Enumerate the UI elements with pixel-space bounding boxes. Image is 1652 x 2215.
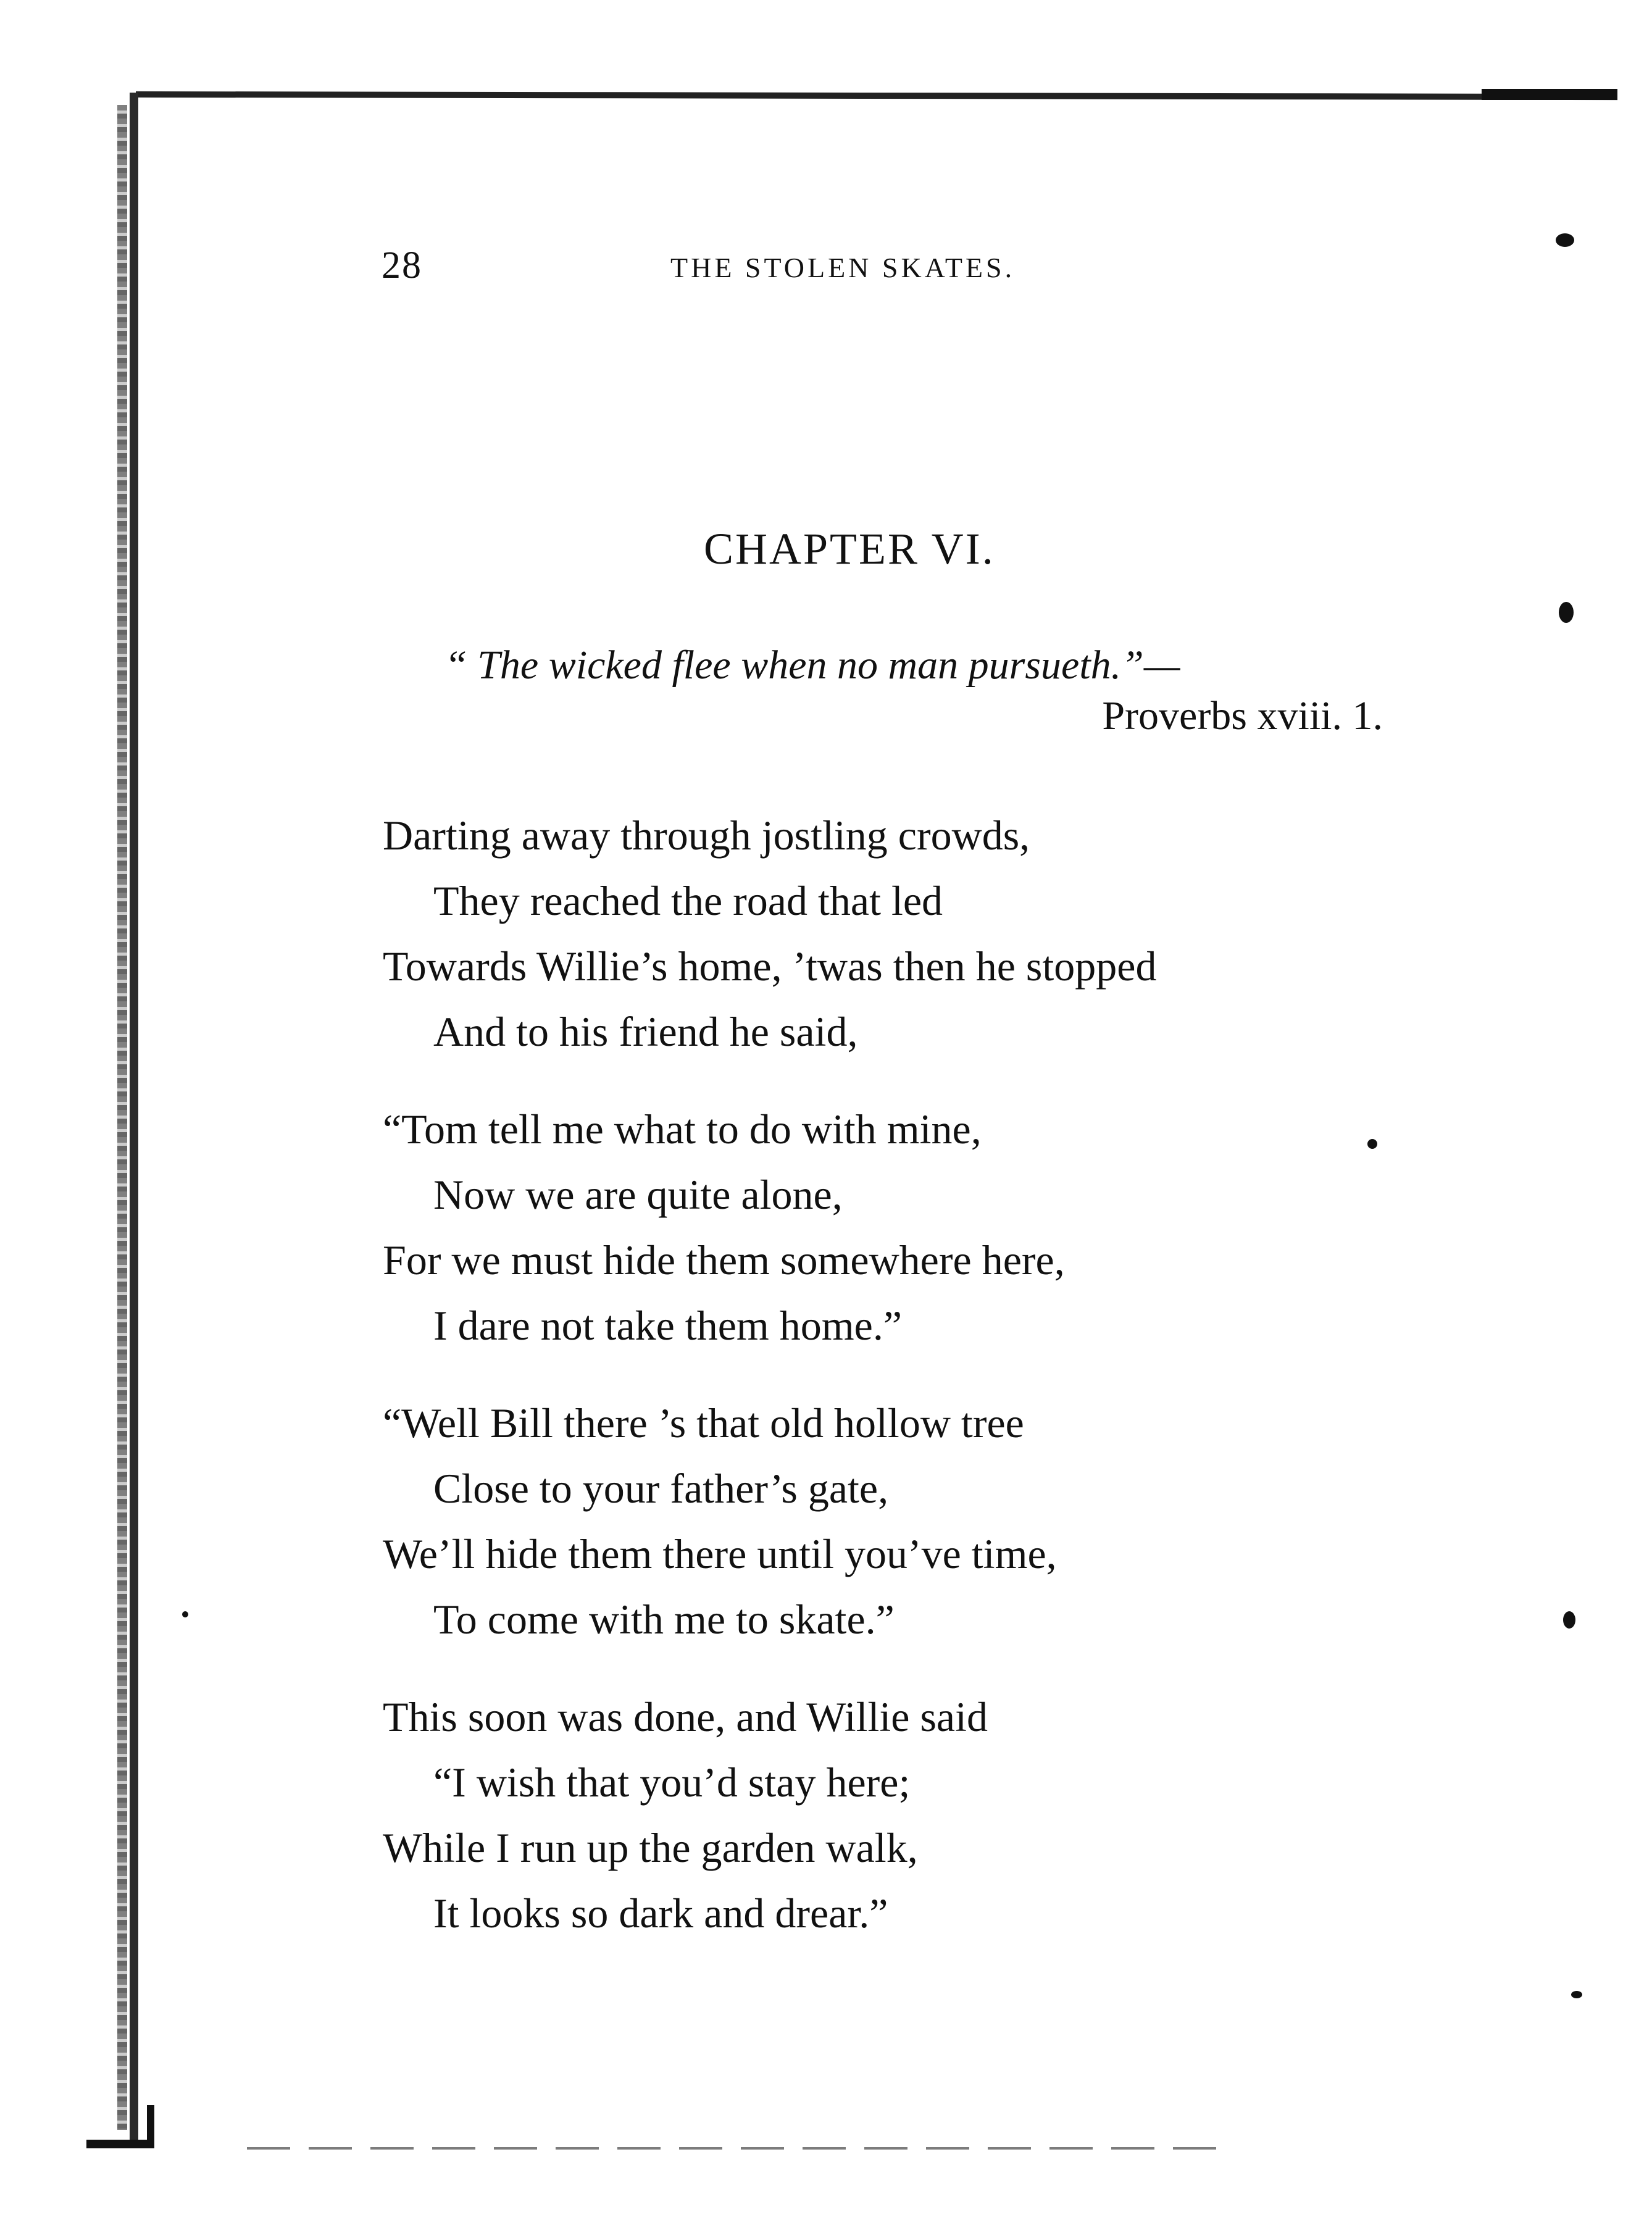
- epigraph: [444, 642, 1383, 740]
- stanza: [383, 1096, 1432, 1358]
- epigraph-source: Proverbs xviii. 1.: [1102, 693, 1383, 738]
- poem-line: “Tom tell me what to do with mine,: [383, 1106, 982, 1153]
- ink-speck: [1556, 233, 1574, 247]
- poem-line: Darting away through jostling crowds,: [383, 812, 1030, 859]
- page-number: 28: [382, 244, 422, 286]
- page-edge-top-corner: [1482, 89, 1617, 100]
- page-edge-bottom: [247, 2147, 1235, 2150]
- stanza: [383, 803, 1432, 1064]
- poem-line: It looks so dark and drear.”: [433, 1890, 888, 1937]
- running-head: [382, 244, 1110, 287]
- poem-line: For we must hide them somewhere here,: [383, 1237, 1065, 1283]
- poem-line: “I wish that you’d stay here;: [433, 1759, 911, 1806]
- binding-shadow: [117, 105, 127, 2130]
- poem-line: “Well Bill there ’s that old hollow tree: [383, 1399, 1024, 1446]
- poem-line: We’ll hide them there until you’ve time,: [383, 1530, 1057, 1577]
- poem-line: I dare not take them home.”: [433, 1302, 903, 1349]
- ink-speck: [1563, 1611, 1575, 1629]
- poem-line: To come with me to skate.”: [433, 1596, 895, 1643]
- running-title: THE STOLEN SKATES.: [670, 252, 1016, 283]
- poem-line: While I run up the garden walk,: [383, 1824, 918, 1871]
- poem-line: Towards Willie’s home, ’twas then he stopped: [383, 943, 1157, 990]
- poem-line: They reached the road that led: [433, 877, 943, 924]
- chapter-heading: CHAPTER VI.: [704, 524, 995, 574]
- ink-speck: [1559, 602, 1574, 623]
- poem: [383, 803, 1432, 1978]
- corner-mark: [86, 2105, 154, 2148]
- stanza: [383, 1390, 1432, 1652]
- page-edge-left: [130, 93, 138, 2142]
- stanza: [383, 1684, 1432, 1946]
- poem-line: Close to your father’s gate,: [433, 1465, 889, 1512]
- poem-line: And to his friend he said,: [433, 1008, 858, 1055]
- page-edge-top: [136, 91, 1617, 100]
- ink-speck: [182, 1611, 188, 1617]
- epigraph-quote: “ The wicked flee when no man pursueth.”—: [444, 643, 1180, 688]
- ink-speck: [1571, 1991, 1582, 1998]
- poem-line: Now we are quite alone,: [433, 1171, 843, 1218]
- poem-line: This soon was done, and Willie said: [383, 1693, 988, 1740]
